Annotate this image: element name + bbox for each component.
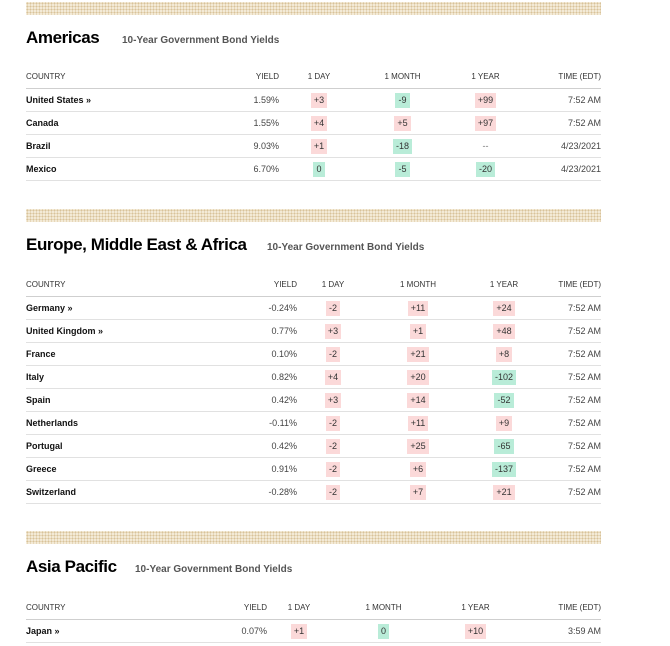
month-change-badge: 0 <box>378 624 389 639</box>
update-time: 7:52 AM <box>541 389 601 412</box>
yield-value: 1.55% <box>228 112 279 135</box>
day-change-cell <box>297 389 369 412</box>
day-change-badge: -2 <box>326 485 340 500</box>
table-row <box>26 112 601 135</box>
month-change-badge: +14 <box>407 393 428 408</box>
update-time: 7:52 AM <box>541 435 601 458</box>
table-row <box>26 89 601 112</box>
section-title: Asia Pacific <box>26 557 117 576</box>
year-change-badge: +21 <box>493 485 514 500</box>
year-change-cell <box>467 366 541 389</box>
update-time: 7:52 AM <box>541 458 601 481</box>
day-change-badge: +4 <box>311 116 327 131</box>
table-row <box>26 366 601 389</box>
yield-value: 9.03% <box>228 135 279 158</box>
table-header-row <box>26 64 601 89</box>
section-subtitle: 10-Year Government Bond Yields <box>135 564 293 575</box>
column-header-yield[interactable]: YIELD <box>236 272 297 297</box>
column-header-day[interactable]: 1 DAY <box>267 595 331 620</box>
table-row <box>26 158 601 181</box>
table-header-row <box>26 272 601 297</box>
day-change-badge: -2 <box>326 439 340 454</box>
bond-yields-table <box>26 595 601 643</box>
column-header-yield[interactable]: YIELD <box>228 595 267 620</box>
year-change-badge: +9 <box>496 416 512 431</box>
column-header-year[interactable]: 1 YEAR <box>446 64 525 89</box>
update-time: 7:52 AM <box>541 343 601 366</box>
month-change-cell <box>369 343 467 366</box>
country-link[interactable]: Spain <box>26 389 236 412</box>
table-row <box>26 458 601 481</box>
update-time: 7:52 AM <box>541 412 601 435</box>
year-change-cell <box>446 135 525 158</box>
month-change-badge: -5 <box>395 162 409 177</box>
month-change-cell <box>369 320 467 343</box>
update-time: 7:52 AM <box>541 366 601 389</box>
table-row <box>26 481 601 504</box>
month-change-cell <box>369 412 467 435</box>
day-change-cell <box>297 458 369 481</box>
year-change-cell <box>446 112 525 135</box>
country-link[interactable]: Switzerland <box>26 481 236 504</box>
day-change-badge: +1 <box>291 624 307 639</box>
month-change-cell <box>359 158 446 181</box>
country-link[interactable]: United States » <box>26 89 228 112</box>
year-change-badge: +99 <box>475 93 496 108</box>
month-change-cell <box>369 366 467 389</box>
year-change-badge: -102 <box>492 370 516 385</box>
table-row <box>26 343 601 366</box>
day-change-cell <box>297 412 369 435</box>
column-header-month[interactable]: 1 MONTH <box>359 64 446 89</box>
column-header-country[interactable]: COUNTRY <box>26 595 228 620</box>
month-change-cell <box>369 297 467 320</box>
month-change-cell <box>359 112 446 135</box>
year-change-badge: -137 <box>492 462 516 477</box>
table-row <box>26 297 601 320</box>
country-link[interactable]: Germany » <box>26 297 236 320</box>
day-change-cell <box>279 158 359 181</box>
yield-value: -0.11% <box>236 412 297 435</box>
year-change-badge: +10 <box>465 624 486 639</box>
year-change-badge: -- <box>482 140 489 151</box>
yield-value: -0.28% <box>236 481 297 504</box>
country-link[interactable]: United Kingdom » <box>26 320 236 343</box>
update-time: 3:59 AM <box>515 620 601 643</box>
column-header-time[interactable]: TIME (EDT) <box>515 595 601 620</box>
year-change-badge: -52 <box>494 393 513 408</box>
section-title: Americas <box>26 28 100 47</box>
year-change-badge: +97 <box>475 116 496 131</box>
month-change-badge: +7 <box>410 485 426 500</box>
month-change-cell <box>359 135 446 158</box>
country-link[interactable]: Netherlands <box>26 412 236 435</box>
bond-yields-table <box>26 272 601 504</box>
month-change-badge: +20 <box>407 370 428 385</box>
section-subtitle: 10-Year Government Bond Yields <box>122 35 280 46</box>
section-divider-band <box>26 2 601 15</box>
update-time: 7:52 AM <box>541 481 601 504</box>
year-change-cell <box>467 297 541 320</box>
yield-value: 0.42% <box>236 389 297 412</box>
year-change-cell <box>467 389 541 412</box>
bond-yields-table <box>26 64 601 181</box>
day-change-badge: +3 <box>311 93 327 108</box>
month-change-badge: +6 <box>410 462 426 477</box>
year-change-badge: -65 <box>494 439 513 454</box>
section-divider-band <box>26 531 601 544</box>
day-change-badge: -2 <box>326 416 340 431</box>
column-header-country[interactable]: COUNTRY <box>26 64 228 89</box>
column-header-yield[interactable]: YIELD <box>228 64 279 89</box>
month-change-badge: +11 <box>408 416 429 431</box>
table-header-row <box>26 595 601 620</box>
day-change-cell <box>279 112 359 135</box>
country-link[interactable]: Portugal <box>26 435 236 458</box>
column-header-time[interactable]: TIME (EDT) <box>525 64 601 89</box>
year-change-badge: -20 <box>476 162 495 177</box>
yield-value: -0.24% <box>236 297 297 320</box>
update-time: 7:52 AM <box>541 297 601 320</box>
yield-value: 6.70% <box>228 158 279 181</box>
month-change-badge: -18 <box>393 139 412 154</box>
update-time: 4/23/2021 <box>525 158 601 181</box>
update-time: 4/23/2021 <box>525 135 601 158</box>
month-change-cell <box>369 481 467 504</box>
year-change-cell <box>467 481 541 504</box>
year-change-badge: +24 <box>493 301 514 316</box>
yield-value: 1.59% <box>228 89 279 112</box>
month-change-badge: -9 <box>395 93 409 108</box>
year-change-cell <box>467 343 541 366</box>
country-link[interactable]: Canada <box>26 112 228 135</box>
country-link[interactable]: Japan » <box>26 620 228 643</box>
day-change-badge: -2 <box>326 301 340 316</box>
day-change-cell <box>297 481 369 504</box>
section-divider-band <box>26 209 601 222</box>
column-header-year[interactable]: 1 YEAR <box>467 272 541 297</box>
day-change-cell <box>297 366 369 389</box>
column-header-time[interactable]: TIME (EDT) <box>541 272 601 297</box>
table-row <box>26 320 601 343</box>
section-title: Europe, Middle East & Africa <box>26 235 247 254</box>
month-change-badge: +5 <box>394 116 410 131</box>
month-change-cell <box>369 389 467 412</box>
yield-value: 0.77% <box>236 320 297 343</box>
day-change-cell <box>297 320 369 343</box>
month-change-cell <box>369 435 467 458</box>
country-link[interactable]: Brazil <box>26 135 228 158</box>
update-time: 7:52 AM <box>525 89 601 112</box>
day-change-badge: -2 <box>326 347 340 362</box>
column-header-day[interactable]: 1 DAY <box>279 64 359 89</box>
month-change-badge: +11 <box>408 301 429 316</box>
month-change-badge: +25 <box>407 439 428 454</box>
month-change-badge: +21 <box>407 347 428 362</box>
yield-value: 0.82% <box>236 366 297 389</box>
yield-value: 0.91% <box>236 458 297 481</box>
day-change-badge: -2 <box>326 462 340 477</box>
day-change-cell <box>279 135 359 158</box>
day-change-cell <box>297 435 369 458</box>
table-row <box>26 412 601 435</box>
table-row <box>26 135 601 158</box>
column-header-year[interactable]: 1 YEAR <box>436 595 515 620</box>
update-time: 7:52 AM <box>525 112 601 135</box>
table-row <box>26 389 601 412</box>
table-row <box>26 435 601 458</box>
day-change-badge: +3 <box>325 324 341 339</box>
yield-value: 0.42% <box>236 435 297 458</box>
year-change-cell <box>446 89 525 112</box>
column-header-month[interactable]: 1 MONTH <box>369 272 467 297</box>
country-link[interactable]: Italy <box>26 366 236 389</box>
section-subtitle: 10-Year Government Bond Yields <box>267 242 425 253</box>
column-header-month[interactable]: 1 MONTH <box>331 595 436 620</box>
month-change-cell <box>359 89 446 112</box>
year-change-cell <box>467 320 541 343</box>
year-change-badge: +8 <box>496 347 512 362</box>
year-change-cell <box>467 435 541 458</box>
table-row <box>26 620 601 643</box>
day-change-badge: +4 <box>325 370 341 385</box>
column-header-country[interactable]: COUNTRY <box>26 272 236 297</box>
column-header-day[interactable]: 1 DAY <box>297 272 369 297</box>
day-change-cell <box>297 297 369 320</box>
update-time: 7:52 AM <box>541 320 601 343</box>
country-link[interactable]: Mexico <box>26 158 228 181</box>
country-link[interactable]: Greece <box>26 458 236 481</box>
year-change-cell <box>467 458 541 481</box>
yield-value: 0.07% <box>228 620 267 643</box>
country-link[interactable]: France <box>26 343 236 366</box>
day-change-badge: +3 <box>325 393 341 408</box>
year-change-cell <box>467 412 541 435</box>
month-change-cell <box>369 458 467 481</box>
month-change-cell <box>331 620 436 643</box>
year-change-badge: +48 <box>493 324 514 339</box>
year-change-cell <box>436 620 515 643</box>
year-change-cell <box>446 158 525 181</box>
day-change-cell <box>297 343 369 366</box>
day-change-badge: +1 <box>311 139 327 154</box>
day-change-badge: 0 <box>313 162 324 177</box>
day-change-cell <box>267 620 331 643</box>
day-change-cell <box>279 89 359 112</box>
yield-value: 0.10% <box>236 343 297 366</box>
month-change-badge: +1 <box>410 324 426 339</box>
